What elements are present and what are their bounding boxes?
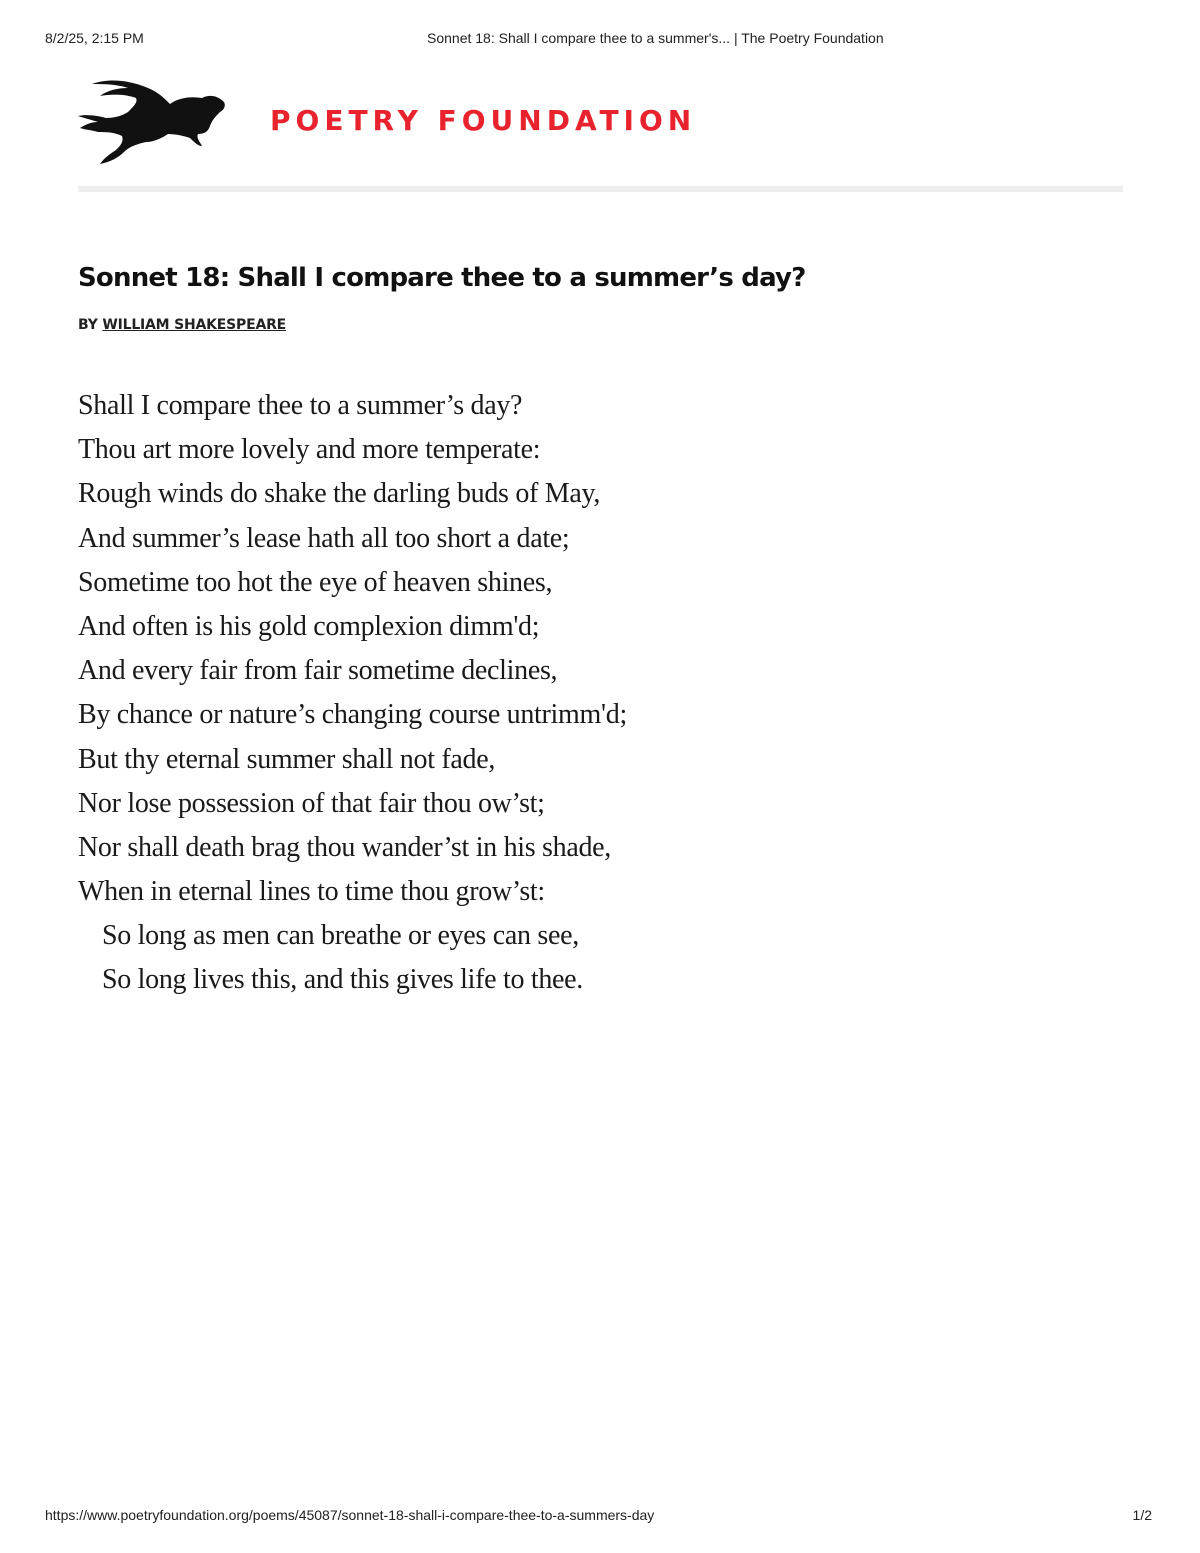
poem-line: By chance or nature’s changing course untrimm'd; (78, 699, 627, 731)
poem-line: But thy eternal summer shall not fade, (78, 743, 496, 775)
poem-line: Rough winds do shake the darling buds of May, (78, 478, 601, 510)
print-page-title: Sonnet 18: Shall I compare thee to a summer's... | The Poetry Foundation (427, 30, 884, 46)
poem-line: Shall I compare thee to a summer’s day? (78, 390, 523, 421)
site-wordmark[interactable]: POETRY FOUNDATION (270, 104, 697, 137)
poem-line: Sometime too hot the eye of heaven shines, (78, 566, 553, 598)
poem-line: Nor lose possession of that fair thou ow’st; (78, 787, 545, 819)
print-datetime: 8/2/25, 2:15 PM (45, 30, 144, 46)
header-divider (78, 186, 1123, 192)
print-page-number: 1/2 (1132, 1507, 1152, 1523)
poem-line: And every fair from fair sometime declines, (78, 655, 558, 687)
byline-label: BY (78, 317, 98, 333)
poem-line: Thou art more lovely and more temperate: (78, 434, 541, 466)
poem-line: Nor shall death brag thou wander’st in his shade, (78, 831, 611, 863)
print-url: https://www.poetryfoundation.org/poems/45087/sonnet-18-shall-i-compare-thee-to-a-summers-day (45, 1507, 655, 1523)
poem-line: And summer’s lease hath all too short a date; (78, 522, 570, 554)
print-header (0, 30, 1200, 50)
pegasus-icon[interactable] (78, 76, 230, 166)
print-footer (0, 1507, 1200, 1527)
poem-line-couplet: So long lives this, and this gives life to thee. (102, 964, 584, 996)
poem-body (78, 384, 1078, 1003)
byline (78, 317, 286, 333)
poem-line-couplet: So long as men can breathe or eyes can see, (102, 920, 579, 952)
poem-line: When in eternal lines to time thou grow’st: (78, 876, 545, 908)
poem-line: And often is his gold complexion dimm'd; (78, 610, 540, 642)
author-link[interactable]: WILLIAM SHAKESPEARE (102, 317, 287, 333)
poem-title: Sonnet 18: Shall I compare thee to a summer’s day? (78, 263, 806, 293)
